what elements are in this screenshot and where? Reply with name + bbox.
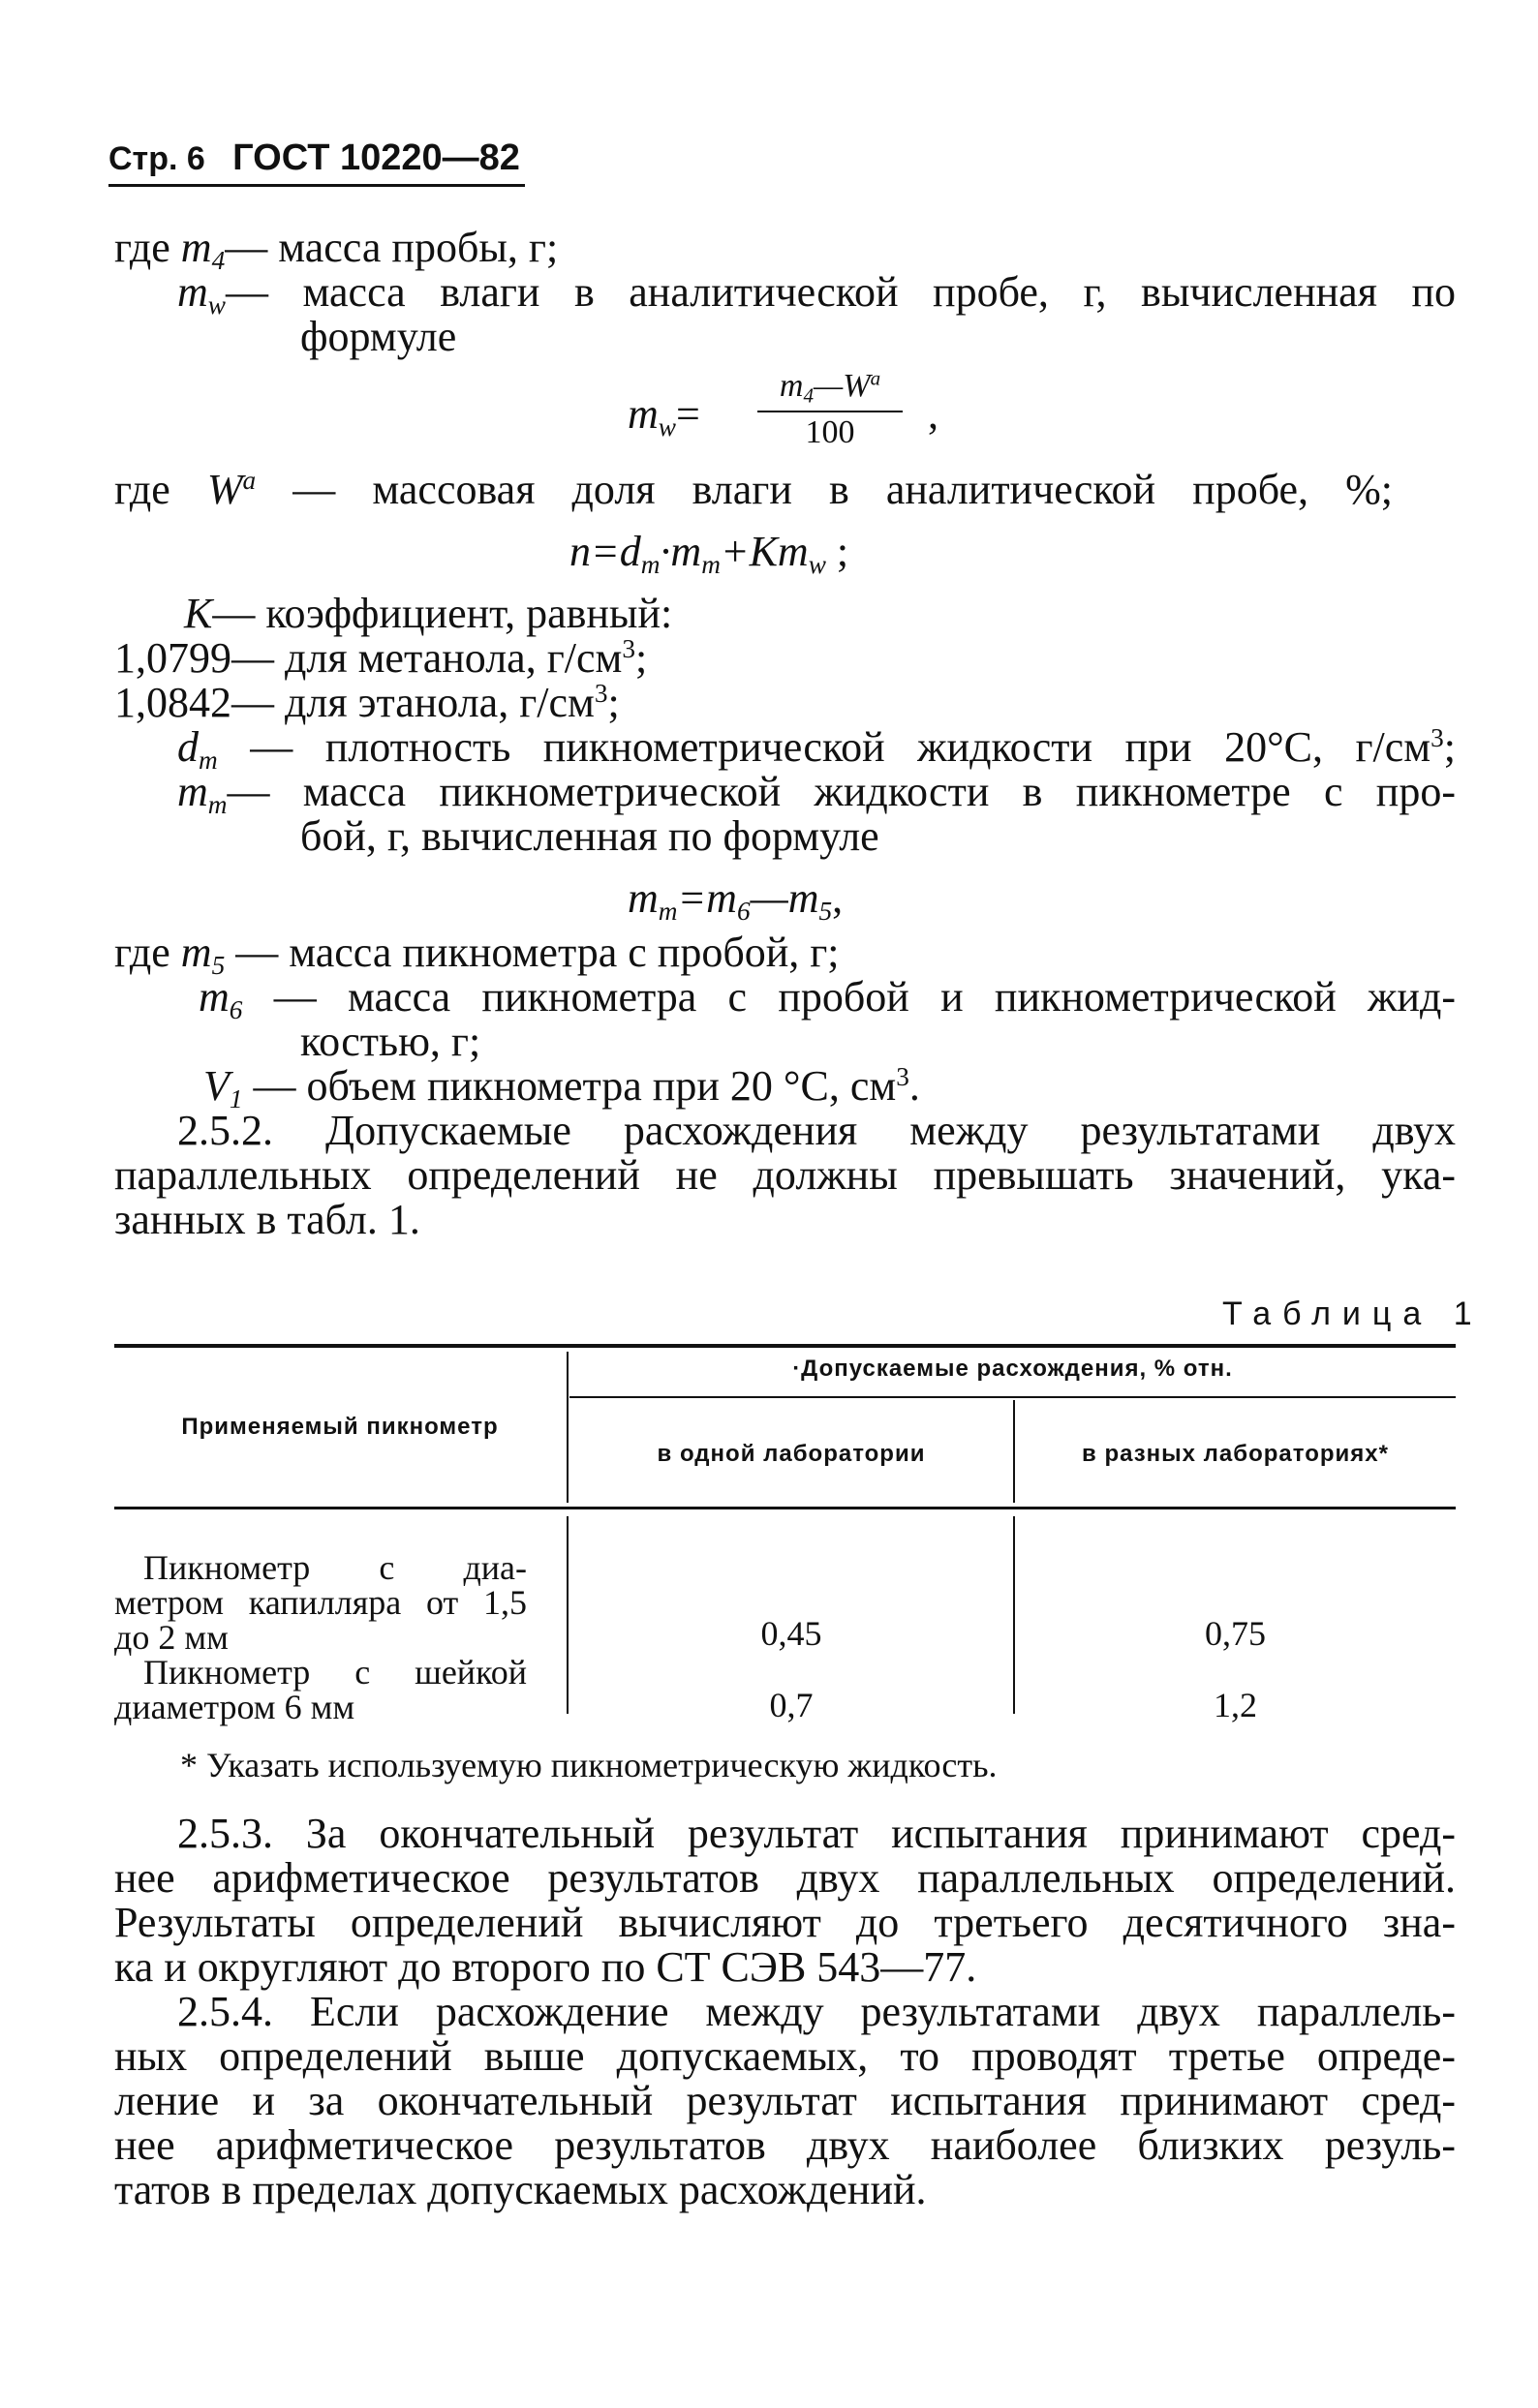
para-2-5-2-line3: занных в табл. 1.	[114, 1196, 420, 1243]
m6-line2: костью, г;	[300, 1018, 481, 1065]
para-2-5-3-line3: Результаты определений вычисляют до третьего десятичного зна-	[114, 1899, 1456, 1946]
para-2-5-3-line2: нее арифметическое результатов двух параллельных определений.	[114, 1854, 1456, 1902]
table-header-bottom-rule	[114, 1507, 1456, 1509]
para-2-5-4-line3: ление и за окончательный результат испытания принимают сред-	[114, 2077, 1456, 2124]
table-header-pycnometer: Применяемый пикнометр	[181, 1414, 499, 1440]
table-row-2-name-line2: диаметром 6 мм	[114, 1688, 355, 1726]
k-ethanol-line: 1,0842— для этанола, $г/см^3$;	[114, 679, 620, 726]
where-mw-line2: формуле	[300, 313, 457, 360]
formula-mw-numerator: $m_4—W^a$	[779, 366, 881, 408]
table-row-1-name-line3: до 2 мм	[114, 1618, 229, 1657]
where-mw-line: $m_w—$ масса влаги в аналитической пробе, г, вычисленная по	[177, 268, 1456, 320]
formula-n: $n=d_m\cdot m_m+Km_w$ ;	[569, 528, 849, 580]
table-header-same-lab: в одной лаборатории	[657, 1441, 926, 1467]
formula-mw-fraction-bar	[757, 411, 903, 412]
where-m5-line: где $m_5$ — масса пикнометра с пробой, г;	[114, 929, 840, 981]
table-row-2-diff-lab: 1,2	[1214, 1686, 1257, 1724]
m6-line: $m_6$ — масса пикнометра с пробой и пикнометрической жид-	[199, 973, 1457, 1025]
para-2-5-4-line5: татов в пределах допускаемых расхождений.	[114, 2166, 927, 2213]
para-2-5-4-line4: нее арифметическое результатов двух наиболее близких резуль-	[114, 2121, 1456, 2169]
para-2-5-2-line2: параллельных определений не должны превышать значений, ука-	[114, 1151, 1456, 1199]
table-group-rule	[569, 1396, 1456, 1398]
mm-line2: бой, г, вычисленная по формуле	[300, 812, 879, 860]
where-m4-line: где $m_4—$ масса пробы, г;	[114, 224, 559, 276]
table-vline-1-body	[567, 1516, 569, 1714]
formula-mw-comma: ,	[928, 390, 938, 438]
table-top-rule	[114, 1344, 1456, 1348]
k-methanol-line: 1,0799— для метанола, $г/см^3$;	[114, 634, 648, 682]
standard-number: ГОСТ 10220—82	[232, 137, 520, 178]
table-row-2-same-lab: 0,7	[769, 1686, 814, 1724]
page-number: Стр. 6	[108, 140, 205, 177]
formula-mw-denominator: 100	[805, 414, 855, 450]
table-vline-1-header	[567, 1352, 569, 1503]
page-header	[108, 137, 520, 179]
table-header-group: ·Допускаемые расхождения, % отн.	[792, 1356, 1233, 1382]
table-row-1-name-line1: Пикнометр с диа-	[143, 1548, 527, 1587]
table-row-2-name-line1: Пикнометр с шейкой	[143, 1653, 527, 1692]
formula-mw-lhs: $m_w=$	[628, 390, 700, 442]
table-header-diff-lab: в разных лабораториях*	[1082, 1441, 1389, 1467]
header-rule	[108, 184, 525, 187]
k-line: K— коэффициент, равный:	[184, 590, 673, 637]
formula-mm: $m_m=m_6—m_5$,	[628, 874, 844, 927]
para-2-5-2-line1: 2.5.2. Допускаемые расхождения между результатами двух	[177, 1107, 1456, 1154]
para-2-5-4-line1: 2.5.4. Если расхождение между результатами двух параллель-	[177, 1988, 1456, 2035]
table-row-1-diff-lab: 0,75	[1205, 1614, 1266, 1653]
para-2-5-3-line1: 2.5.3. За окончательный результат испытания принимают сред-	[177, 1810, 1456, 1857]
mm-line: $m_m—$ масса пикнометрической жидкости в пикнометре с про-	[177, 768, 1456, 820]
para-2-5-4-line2: ных определений выше допускаемых, то проводят третье опреде-	[114, 2032, 1456, 2080]
table-row-1-same-lab: 0,45	[760, 1614, 822, 1653]
where-wa-line: где $W^a$ — массовая доля влаги в аналитической пробе, %;	[114, 466, 1394, 513]
v1-line: $V_1$ — объем пикнометра при 20 °С, $см^3$.	[203, 1062, 920, 1114]
table-title: Таблица 1	[1222, 1295, 1484, 1332]
para-2-5-3-line4: ка и округляют до второго по СТ СЭВ 543—77.	[114, 1943, 977, 1991]
table-footnote: * Указать используемую пикнометрическую жидкость.	[180, 1746, 998, 1784]
dm-line: $d_m$ — плотность пикнометрической жидкости при 20°С, $г/см^3$;	[177, 723, 1457, 776]
table-row-1-name-line2: метром капилляра от 1,5	[114, 1583, 527, 1622]
